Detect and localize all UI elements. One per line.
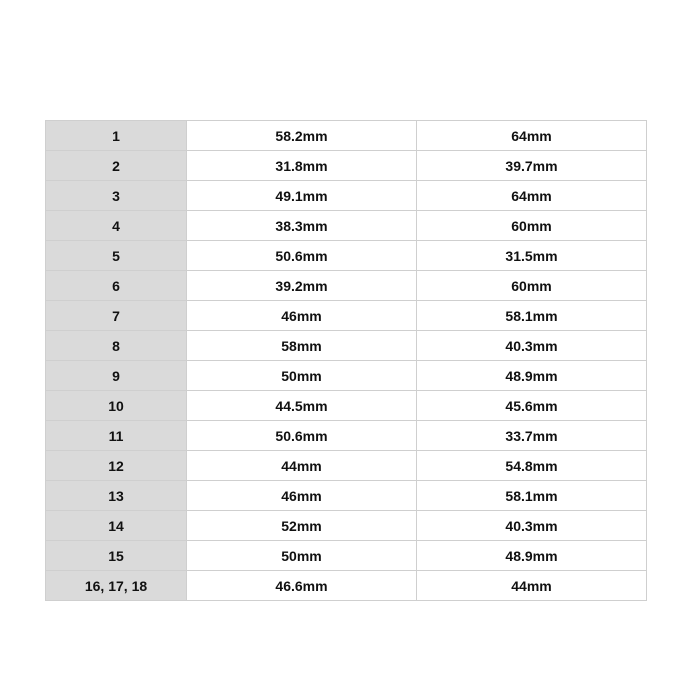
table-row [46,241,647,271]
table-row [46,361,647,391]
value-cell-a: 31.8mm [187,151,417,181]
value-cell-b: 58.1mm [417,481,647,511]
value-cell-a: 46.6mm [187,571,417,601]
row-label-cell: 3 [46,181,187,211]
value-cell-a: 58mm [187,331,417,361]
row-label-cell: 8 [46,331,187,361]
table-row [46,451,647,481]
value-cell-b: 64mm [417,181,647,211]
row-label-cell: 5 [46,241,187,271]
row-label-cell: 13 [46,481,187,511]
table-row [46,331,647,361]
value-cell-a: 50.6mm [187,241,417,271]
row-label-cell: 16, 17, 18 [46,571,187,601]
value-cell-b: 48.9mm [417,361,647,391]
table-row [46,271,647,301]
value-cell-a: 50.6mm [187,421,417,451]
table-row [46,211,647,241]
row-label-cell: 9 [46,361,187,391]
size-table-body [46,121,647,601]
row-label-cell: 1 [46,121,187,151]
value-cell-b: 39.7mm [417,151,647,181]
value-cell-a: 46mm [187,301,417,331]
value-cell-b: 31.5mm [417,241,647,271]
value-cell-b: 40.3mm [417,331,647,361]
value-cell-a: 44.5mm [187,391,417,421]
value-cell-b: 44mm [417,571,647,601]
size-table [45,120,647,601]
row-label-cell: 12 [46,451,187,481]
value-cell-b: 33.7mm [417,421,647,451]
row-label-cell: 11 [46,421,187,451]
table-row [46,301,647,331]
table-row [46,511,647,541]
table-row [46,421,647,451]
value-cell-b: 64mm [417,121,647,151]
table-row [46,571,647,601]
row-label-cell: 14 [46,511,187,541]
value-cell-b: 40.3mm [417,511,647,541]
value-cell-b: 58.1mm [417,301,647,331]
table-row [46,151,647,181]
value-cell-a: 46mm [187,481,417,511]
value-cell-a: 39.2mm [187,271,417,301]
value-cell-a: 50mm [187,541,417,571]
table-row [46,541,647,571]
value-cell-a: 52mm [187,511,417,541]
value-cell-a: 38.3mm [187,211,417,241]
value-cell-a: 44mm [187,451,417,481]
value-cell-b: 54.8mm [417,451,647,481]
row-label-cell: 7 [46,301,187,331]
row-label-cell: 15 [46,541,187,571]
row-label-cell: 4 [46,211,187,241]
value-cell-b: 60mm [417,271,647,301]
table-row [46,181,647,211]
table-row [46,481,647,511]
value-cell-a: 58.2mm [187,121,417,151]
value-cell-a: 50mm [187,361,417,391]
row-label-cell: 2 [46,151,187,181]
row-label-cell: 6 [46,271,187,301]
row-label-cell: 10 [46,391,187,421]
table-row [46,391,647,421]
value-cell-b: 60mm [417,211,647,241]
table-row [46,121,647,151]
size-table-container [45,120,646,601]
value-cell-a: 49.1mm [187,181,417,211]
value-cell-b: 45.6mm [417,391,647,421]
value-cell-b: 48.9mm [417,541,647,571]
